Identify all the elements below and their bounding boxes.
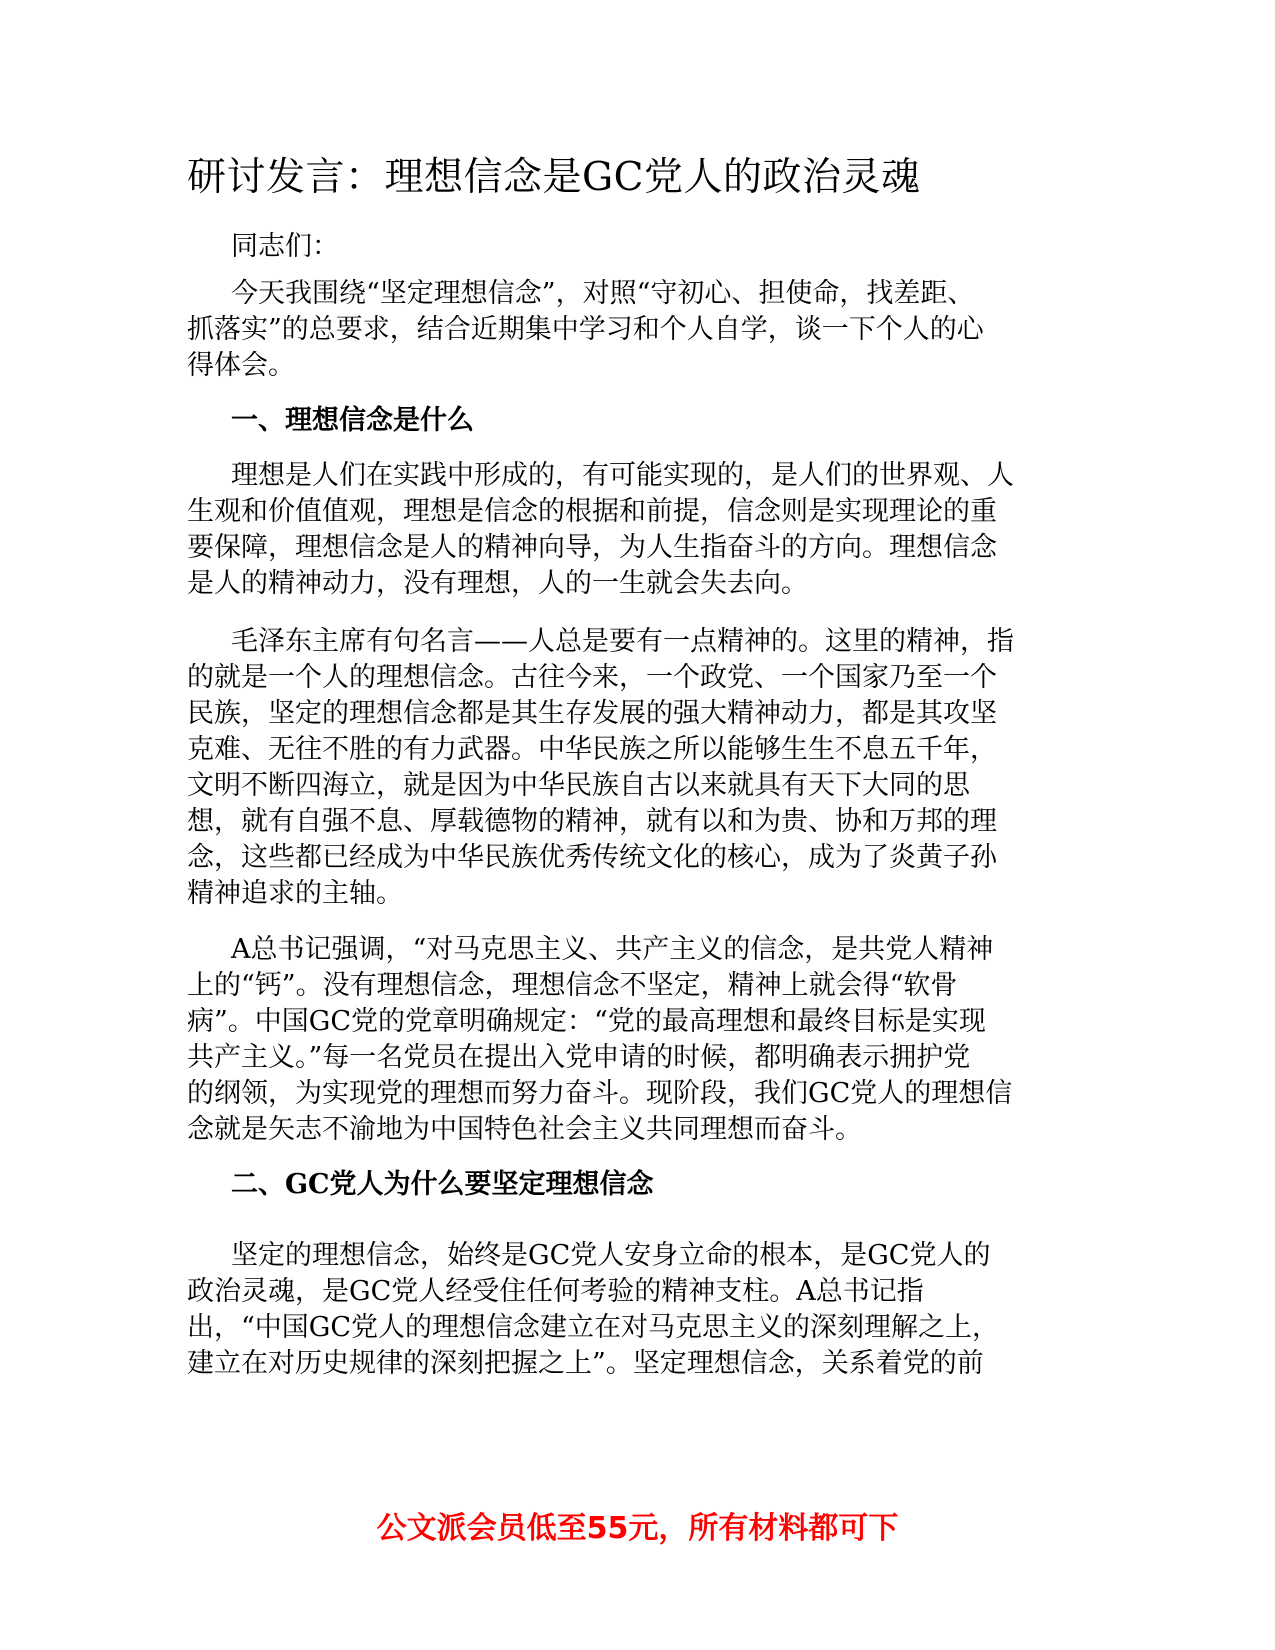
paragraph-line: 念就是矢志不渝地为中国特色社会主义共同理想而奋斗。 bbox=[187, 1114, 862, 1145]
section2-paragraph-1 bbox=[187, 1238, 1087, 1382]
paragraph-line: 坚定的理想信念，始终是GC党人安身立命的根本，是GC党人的 bbox=[231, 1240, 991, 1271]
paragraph-line: 建立在对历史规律的深刻把握之上”。坚定理想信念，关系着党的前 bbox=[187, 1348, 984, 1379]
document-page bbox=[187, 0, 1087, 1650]
document-title: 研讨发言：理想信念是GC党人的政治灵魂 bbox=[187, 155, 921, 200]
section-heading-1: 一、理想信念是什么 bbox=[231, 405, 474, 436]
paragraph-line: 生观和价值值观，理想是信念的根据和前提，信念则是实现理论的重 bbox=[187, 496, 997, 527]
paragraph-line: 共产主义。”每一名党员在提出入党申请的时候，都明确表示拥护党 bbox=[187, 1042, 971, 1073]
paragraph-line: 民族，坚定的理想信念都是其生存发展的强大精神动力，都是其攻坚 bbox=[187, 698, 997, 729]
paragraph-line: 病”。中国GC党的党章明确规定：“党的最高理想和最终目标是实现 bbox=[187, 1006, 986, 1037]
paragraph-line: 克难、无往不胜的有力武器。中华民族之所以能够生生不息五千年， bbox=[187, 734, 997, 765]
paragraph-line: 精神追求的主轴。 bbox=[187, 878, 403, 909]
section1-paragraph-3 bbox=[187, 932, 1087, 1148]
paragraph-line: 上的“钙”。没有理想信念，理想信念不坚定，精神上就会得“软骨 bbox=[187, 970, 958, 1001]
paragraph-line: 是人的精神动力，没有理想，人的一生就会失去向。 bbox=[187, 568, 808, 599]
paragraph-line: 政治灵魂，是GC党人经受住任何考验的精神支柱。A总书记指 bbox=[187, 1276, 924, 1307]
paragraph-line: 得体会。 bbox=[187, 350, 295, 381]
intro-paragraph bbox=[187, 276, 1087, 384]
section1-paragraph-1 bbox=[187, 458, 1087, 602]
salutation: 同志们： bbox=[231, 231, 339, 262]
footer-promo: 公文派会员低至55元，所有材料都可下 bbox=[376, 1511, 899, 1546]
paragraph-line: 的就是一个人的理想信念。古往今来，一个政党、一个国家乃至一个 bbox=[187, 662, 997, 693]
section1-paragraph-2 bbox=[187, 624, 1087, 912]
paragraph-line: 出，“中国GC党人的理想信念建立在对马克思主义的深刻理解之上， bbox=[187, 1312, 1000, 1343]
paragraph-line: 想，就有自强不息、厚载德物的精神，就有以和为贵、协和万邦的理 bbox=[187, 806, 997, 837]
paragraph-line: 要保障，理想信念是人的精神向导，为人生指奋斗的方向。理想信念 bbox=[187, 532, 997, 563]
paragraph-line: 念，这些都已经成为中华民族优秀传统文化的核心，成为了炎黄子孙 bbox=[187, 842, 997, 873]
paragraph-line: 的纲领，为实现党的理想而努力奋斗。现阶段，我们GC党人的理想信 bbox=[187, 1078, 1013, 1109]
paragraph-line: 抓落实”的总要求，结合近期集中学习和个人自学，谈一下个人的心 bbox=[187, 314, 984, 345]
paragraph-line: 毛泽东主席有句名言——人总是要有一点精神的。这里的精神，指 bbox=[231, 626, 1014, 657]
paragraph-line: 今天我围绕“坚定理想信念”，对照“守初心、担使命，找差距、 bbox=[231, 278, 975, 309]
paragraph-line: 文明不断四海立，就是因为中华民族自古以来就具有天下大同的思 bbox=[187, 770, 970, 801]
paragraph-line: A总书记强调，“对马克思主义、共产主义的信念，是共党人精神 bbox=[231, 934, 994, 965]
paragraph-line: 理想是人们在实践中形成的，有可能实现的，是人们的世界观、人 bbox=[231, 460, 1014, 491]
section-heading-2: 二、GC党人为什么要坚定理想信念 bbox=[231, 1169, 654, 1200]
